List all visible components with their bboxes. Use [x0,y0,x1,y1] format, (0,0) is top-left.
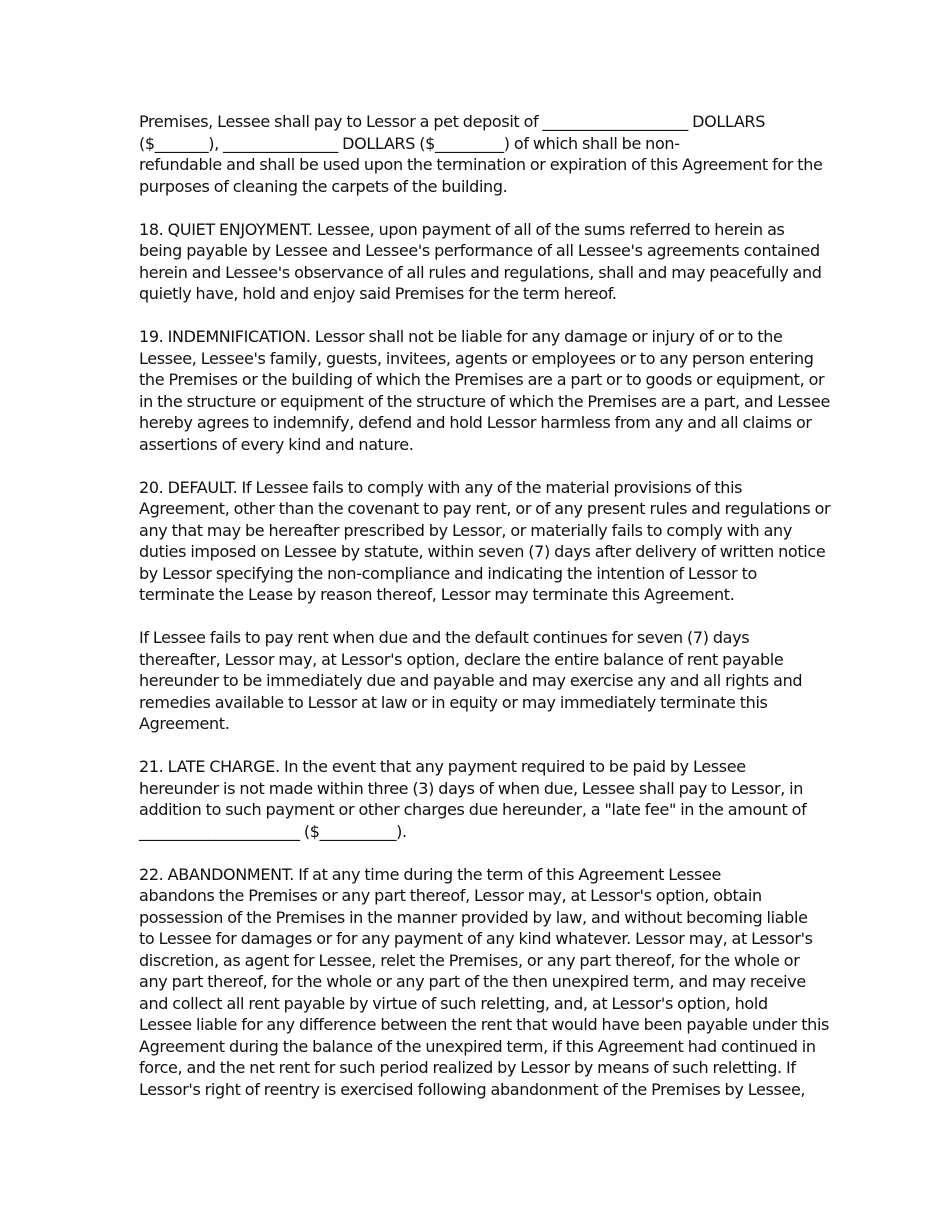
text-line: any part thereof, for the whole or any part of the then unexpired term, and may receive [139,972,806,991]
text-line: Agreement. [139,714,230,733]
paragraph-default [139,477,831,606]
text-line: discretion, as agent for Lessee, relet the Premises, or any part thereof, for the whole or [139,950,800,970]
text-line: the Premises or the building of which the Premises are a part or to goods or equipment, or [139,370,825,389]
text-line: possession of the Premises in the manner provided by law, and without becoming liable [139,907,808,927]
text-line: 20. DEFAULT. If Lessee fails to comply with any of the material provisions of this [139,477,743,497]
text-line: quietly have, hold and enjoy said Premises for the term hereof. [139,284,617,303]
paragraph-pet-deposit [139,111,823,197]
paragraph-quiet-enjoyment [139,219,822,305]
paragraph-indemnification [139,326,831,455]
text-line: being payable by Lessee and Lessee's performance of all Lessee's agreements contained [139,241,820,260]
text-line: If Lessee fails to pay rent when due and the default continues for seven (7) days [139,628,750,647]
text-line: any that may be hereafter prescribed by Lessor, or materially fails to comply with any [139,520,792,540]
text-line: Lessor's right of reentry is exercised following abandonment of the Premises by Lessee, [139,1079,806,1099]
paragraph-abandonment [139,864,830,1101]
text-line: to Lessee for damages or for any payment of any kind whatever. Lessor may, at Lessor's [139,929,813,948]
text-line: in the structure or equipment of the structure of which the Premises are a part, and Lessee [139,391,831,411]
text-line: hereunder is not made within three (3) days of when due, Lessee shall pay to Lessor, in [139,778,804,798]
text-line: Lessee liable for any difference between the rent that would have been payable under this [139,1015,830,1034]
text-line: hereunder to be immediately due and payable and may exercise any and all rights and [139,671,803,690]
text-line: abandons the Premises or any part thereof, Lessor may, at Lessor's option, obtain [139,886,762,905]
text-line: remedies available to Lessor at law or in equity or may immediately terminate this [139,692,768,712]
text-line: Lessee, Lessee's family, guests, invitees, agents or employees or to any person entering [139,348,814,368]
text-line: hereby agrees to indemnify, defend and hold Lessor harmless from any and all claims or [139,413,812,432]
text-line: 19. INDEMNIFICATION. Lessor shall not be liable for any damage or injury of or to the [139,327,783,346]
paragraph-late-charge [139,756,815,842]
text-line: Premises, Lessee shall pay to Lessor a pet deposit of ___________________ DOLLARS [139,112,766,131]
text-line: terminate the Lease by reason thereof, Lessor may terminate this Agreement. [139,585,735,604]
text-line: addition to such payment or other charges due hereunder, a "late fee" in the amount of [139,800,807,819]
document-body [139,111,831,1100]
text-line: _____________________ ($__________). [139,821,407,841]
text-line: force, and the net rent for such period realized by Lessor by means of such reletting. If [139,1058,796,1077]
text-line: 21. LATE CHARGE. In the event that any payment required to be paid by Lessee [139,757,746,776]
text-line: 18. QUIET ENJOYMENT. Lessee, upon payment of all of the sums referred to herein as [139,219,785,239]
text-line: assertions of every kind and nature. [139,434,414,454]
text-line: thereafter, Lessor may, at Lessor's option, declare the entire balance of rent payable [139,649,784,669]
text-line: refundable and shall be used upon the termination or expiration of this Agreement for the [139,155,823,174]
text-line: Agreement during the balance of the unexpired term, if this Agreement had continued in [139,1036,816,1056]
paragraph-default-rent [139,627,815,735]
text-line: herein and Lessee's observance of all rules and regulations, shall and may peacefully and [139,262,822,282]
text-line: purposes of cleaning the carpets of the building. [139,176,508,196]
text-line: by Lessor specifying the non-compliance and indicating the intention of Lessor to [139,563,757,583]
text-line: ($_______), _______________ DOLLARS ($_________) of which shall be non- [139,133,680,153]
text-line: duties imposed on Lessee by statute, within seven (7) days after delivery of written notice [139,542,826,561]
text-line: Agreement, other than the covenant to pay rent, or of any present rules and regulations or [139,499,831,518]
text-line: 22. ABANDONMENT. If at any time during the term of this Agreement Lessee [139,864,722,884]
text-line: and collect all rent payable by virtue of such reletting, and, at Lessor's option, hold [139,993,768,1013]
